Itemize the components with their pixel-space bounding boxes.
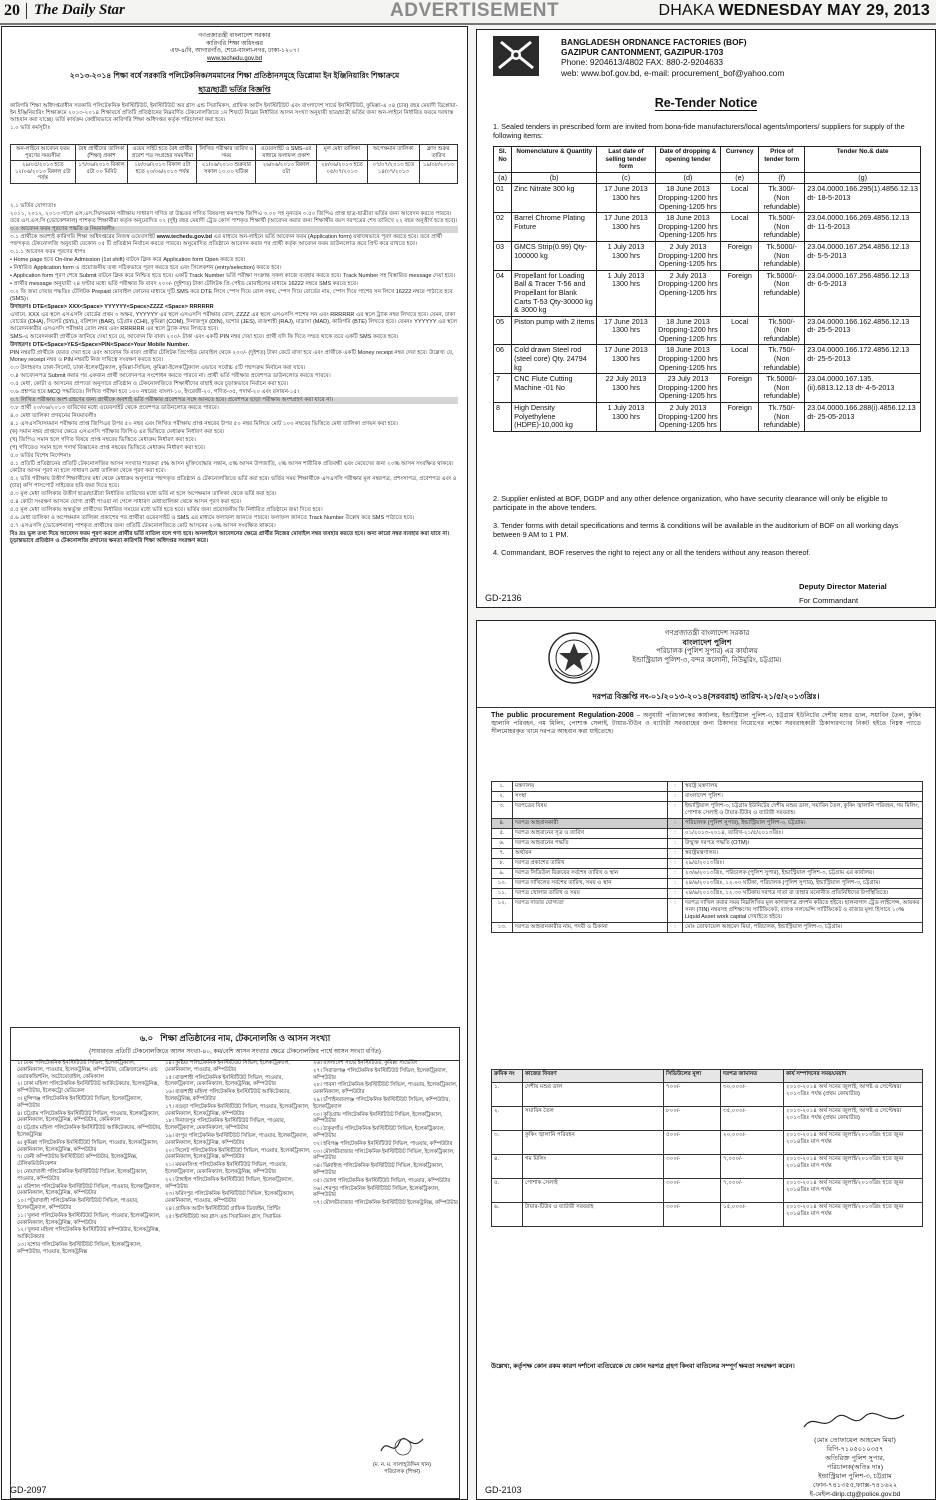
cell-num: ১১. (492, 889, 513, 899)
bof-web[interactable]: web: www.bof.gov.bd, e-mail: procurement_bof@yahoo.com (561, 67, 785, 78)
cell-drop: 2 July 2013 Dropping-1200 hrs Opening-1205 hrs (655, 403, 720, 432)
cell-price: ৩০০/- (664, 1203, 721, 1227)
institute-list-subtitle: (সাধারণত প্রতিটি টেকনোলজিতে আসন সংখ্যা-৪০, কম/বেশি আসন সংখ্যার ক্ষেত্রে টেকনোলজির পার্শ্বে আসন সংখ্যা বর্ণিত) (11, 1046, 459, 1061)
cell-item: High Density Polyethylene (HDPE)-10,000 kg (512, 403, 597, 432)
cell-price: Tk.5000/- (Non refundable) (759, 374, 805, 403)
cell-sl: 8 (494, 403, 512, 432)
table-row (494, 316, 921, 345)
table-row (494, 241, 921, 270)
intro-text: কারিগরি শিক্ষা অধিদপ্তরাধীন সরকারি পলিটেকনিক ইনস্টিটিউট, ইনস্টিটিউট অব গ্লাস এন্ড সিরামিকস, গ্রাফিক আর্টস ইনস্টিটিউট এবং বাংলাদেশ সার্ভে ইনস্টিটিউট, কুমিল্লা-এ ০৪ (চার) বছর মেয়াদী ডিপ্লোমা-ইন ইঞ্জিনিয়ারিং শিক্ষাক্রমে ২০১৩-২০১৪ শিক্ষাবর্ষে প্রতিটি প্রতিষ্ঠানের নিম্নবর্ণিত টেকনোলজিতে ১ম শিফটে নিম্নের নির্ধারিত আসন সংখ্যা অনুযায়ী ছাত্র/ছাত্রী ভর্তির জন্য অন-লাইনে নির্ধারিত ফরমে দরখাস্ত আহবান করা যাচ্ছে। ভর্তি কার্যক্রম কেন্দ্রীয়ভাবে কারিগরি শিক্ষা অধিদপ্তর কর্তৃক পরিচালনা করা হবে। ১.০ ভর্তি কর্মসূচীঃ (10, 103, 458, 131)
cell-key: অর্থায়ন (513, 849, 668, 859)
cell-price: ৮০০/- (664, 1107, 721, 1131)
table-row (492, 1131, 923, 1155)
cell-tender: 23.04.0000.167.254.4856.12.13 dt- 5-5-2013 (805, 241, 921, 270)
cell-key: দরপত্র খোলার তারিখ ও সময় (513, 889, 668, 899)
cell-currency: Local (721, 345, 759, 374)
headline-block (2, 71, 467, 97)
table-row (492, 1155, 923, 1179)
masthead: The Daily Star (34, 2, 125, 18)
admission-notice-ad (1, 26, 468, 1500)
cell-security: ৩০,০০০/- (721, 1083, 784, 1107)
police-signatory (785, 1411, 925, 1499)
cell-value: ২৪/৬/২০১৩খ্রিঃ, ১২.০০ ঘটিকা, পরিচালক (পুলিশ সুপার), ইন্ডাস্ট্রিয়াল পুলিশ-৩, চট্টগ্রাম। (683, 879, 923, 889)
cell-work: পোশাক সেলাই (523, 1179, 664, 1203)
cell-period: ২০১৩-২০১৪ অর্থ সনের জুলাই/২০১৩খ্রিঃ হতে জুন/২০১৪খ্রিঃ মাস পর্যন্ত (784, 1155, 923, 1179)
cell-value: ২৯/৫/২০১৩খ্রিঃ। (683, 859, 923, 869)
header-line: গণপ্রজাতন্ত্রী বাংলাদেশ সরকার (664, 630, 750, 637)
col-header: কার্য সম্পাদনের সময়/মেয়াদ (784, 1070, 923, 1083)
cell-key: দরপত্র আহবানকারী (513, 819, 668, 829)
cell-sell: 22 July 2013 1300 hrs (597, 374, 656, 403)
bof-signatory-for: For Commandant (799, 596, 859, 605)
signatory-line: (মোঃ তোফায়েল আহমেদ মিয়া) (814, 1437, 896, 1444)
cell-tender: 23.04.0000.167.256.4856.12.13 dt- 6-5-2013 (805, 270, 921, 316)
police-emblem-icon (547, 631, 601, 685)
cell-period: ২০১৩-২০১৪ অর্থ সনের জুলাই, আগষ্ট ও সেপ্টেম্বর/২০১৩খ্রিঃ পর্যন্ত (প্রথম কোয়ার্টার) (784, 1083, 923, 1107)
cell-num: ৮. (492, 859, 513, 869)
cell-work: সয়াবিন তৈল (523, 1107, 664, 1131)
cell-sl: 02 (494, 213, 512, 242)
table-row: ৩. দরপত্রের বিষয় : ইন্ডাস্ট্রিয়াল পুলিশ-৩, চট্টগ্রাম ইউনিটের দেশীয় মশুর ডাল, সয়াবিন তৈল, কুকিং জ্বালানি পরিবহন, গম মিলিং, পোশাক সেলাই ও টায়ার-টিউব ও ব্যাটারী সরবরাহ। (492, 802, 923, 819)
table-row (492, 1203, 923, 1227)
cell-security: ১৫,০০০/- (721, 1203, 784, 1227)
table-row: ৭. অর্থায়ন : স্বরাষ্ট্রমন্ত্রণালয়। (492, 849, 923, 859)
cell-tender: 23.04.0000.166.162.4856.12.13 dt- 25-5-2013 (805, 316, 921, 345)
police-header (607, 629, 807, 665)
cell-num: ২. (492, 1107, 523, 1131)
cell-value: দরপত্র দাখিল করার সময় নিম্নলিখিত মূল কাগজপত্র প্রদর্শন করিতে হইবে। হালনাগাদ ট্রেড লাইসেন্স, আয়কর সনদ (TIN) নম্বরসহ প্রশিক্ষণের সার্টিফিকেট, ব্যাংক সলভেন্সি সার্টিফিকেট ও বাজার মূল্য হিসাবে ১০% Liquid Asset work capital দেখাইতে হইবে। (683, 899, 923, 923)
signatory-line: বিপি-৭১০৫০১০৩৫৭ (826, 1446, 884, 1453)
cell-key: দরপত্র আহবানের সূত্র ও তারিখ (513, 829, 668, 839)
gd-number: GD-2097 (10, 1485, 47, 1495)
cell-key: দরপত্র দাখিলের সর্বশেষ তারিখ, সময় ও স্থান (513, 879, 668, 889)
cell-key: দরপত্র প্রকাশের তারিখ (513, 859, 668, 869)
page-number: 20 (4, 2, 20, 19)
cell-tender: 23.04.0000.167.135.(ii).6813.12.13 dt- 4-5-2013 (805, 374, 921, 403)
table-row: ১০. দরপত্র দাখিলের সর্বশেষ তারিখ, সময় ও স্থান : ২৪/৬/২০১৩খ্রিঃ, ১২.০০ ঘটিকা, পরিচালক (পুলিশ সুপার), ইন্ডাস্ট্রিয়াল পুলিশ-৩, চট্টগ্রাম। (492, 879, 923, 889)
cell-key: দরপত্র দাতার যোগ্যতা (513, 899, 668, 923)
table-row: ১১. দরপত্র খোলার তারিখ ও সময় : ২৪/৬/২০১৩খ্রিঃ, ১২.৩০ ঘটিকায় দরপত্র দাতা বা তাহার মনোনীত প্রতিনিধিদের উপস্থিতিতে। (492, 889, 923, 899)
header-line: কারিগরি শিক্ষা অধিদপ্তর (206, 40, 263, 47)
col-letter: (b) (512, 172, 597, 184)
bof-org-block (561, 37, 784, 78)
col-header: Price of tender form (759, 147, 805, 173)
subheadline: ছাত্র/ছাত্রী ভর্তির বিজ্ঞপ্তি (198, 85, 271, 94)
cell-price: ৫০০/- (664, 1131, 721, 1155)
cell-item: GMCS Strip(0.99) Qty- 100000 kg (512, 241, 597, 270)
dateline (658, 2, 930, 20)
table-row (494, 184, 921, 213)
cell-security: ৭,০০০/- (721, 1155, 784, 1179)
header-line: ইন্ডাস্ট্রিয়াল পুলিশ-৩, বন্দর কলোনী, নিউমুরিং, চট্টগ্রাম। (632, 657, 782, 664)
cell-drop: 18 June 2013 Dropping-1200 hrs Opening-1205 hrs (655, 316, 720, 345)
cell-num: ১৩. (492, 923, 513, 933)
cell-sl: 03 (494, 241, 512, 270)
col-header: সিডিউলের মূল্য (664, 1070, 721, 1083)
cell-tender: 23.04.0000.166.172.4856.12.13 dt- 25-5-2013 (805, 345, 921, 374)
cell-work: দেশীয় মশুর ডাল (523, 1083, 664, 1107)
cell-value: বাংলাদেশ পুলিশ। (683, 792, 923, 802)
table-row: ১. মন্ত্রণালয় : স্বরাষ্ট্র মন্ত্রণালয় (492, 782, 923, 792)
col-letter: (f) (759, 172, 805, 184)
cell-price: Tk.500/- (Non refundable) (759, 316, 805, 345)
bof-note: 2. Supplier enlisted at BOF, DGDP and any other defence organization, who have security clearance will only be eligible to participate in the above tenders. (493, 494, 888, 513)
institute-list-heading: শিক্ষা প্রতিষ্ঠানের নাম, টেকনোলজি ও আসন সংখ্যা (160, 1033, 331, 1043)
table-header-row (494, 147, 921, 173)
header-line: এফ-৪/বি, আগারগাঁও, শেরে-বাংলা-নগর, ঢাকা-১২০৭। (170, 48, 299, 55)
col-header: Last date of selling tender form (597, 147, 656, 173)
bof-org-address: GAZIPUR CANTONMENT, GAZIPUR-1703 (561, 47, 724, 58)
table-row: ৬. দরপত্র আহবানের পদ্ধতি : উন্মুক্ত দরপত্র পদ্ধতি (OTM)। (492, 839, 923, 849)
cell-item: Zinc Nitrate 300 kg (512, 184, 597, 213)
bof-contact: Phone: 9204613/4802 FAX: 880-2-9204633 (561, 57, 724, 68)
cell-num: ৫. (492, 829, 513, 839)
cell-drop: 2 July 2013 Dropping-1200 hrs Opening-1205 hrs (655, 241, 720, 270)
bof-intro: 1. Sealed tenders in prescribed form are invited from bona-fide manufacturers/local agents/importers/ suppliers for supply of the following items: (493, 122, 905, 140)
cell-sell: 17 June 2013 1300 hrs (597, 184, 656, 213)
header-divider (26, 3, 27, 19)
bof-retender-ad (476, 29, 936, 608)
col-header: Tender No.& date (805, 147, 921, 173)
institute-column: ২৬। বাংলাদেশ সার্ভে ইনস্টিটিউট, কুমিল্লা সার্ভেয়িং ২৭। সিরাজগঞ্জ পলিটেকনিক ইনস্টিটিউট সিভিল, ইলেকট্রিক্যাল, কম্পিউটার ২৮। পাবনা পলিটেকনিক ইনস্টিটিউট সিভিল, পাওয়ার, ইলেকট্রিক্যাল, মেকানিক্যাল, কম্পিউটার ২৯। চাঁপাইনবাবগঞ্জ পলিটেকনিক ইনস্টিটিউট সিভিল, কম্পিউটার, ইলেকট্রিক্যাল ৩০। কুড়িগ্রাম পলিটেকনিক ইনস্টিটিউট সিভিল, ইলেকট্রিক্যাল, কম্পিউটার ৩১। ঠাকুরগাঁও পলিটেকনিক ইনস্টিটিউট সিভিল, ইলেকট্রিক্যাল, কম্পিউটার ৩২। হবিগঞ্জ পলিটেকনিক ইনস্টিটিউট সিভিল, পাওয়ার, কম্পিউটার ৩৩। মৌলভীবাজার পলিটেকনিক ইনস্টিটিউট সিভিল, ইলেকট্রিক্যাল, কম্পিউটার ৩৪। ঝিনাইদহ পলিটেকনিক ইনস্টিটিউট সিভিল, ইলেকট্রিক্যাল, কম্পিউটার ৩৫। ভোলা পলিটেকনিক ইনস্টিটিউট সিভিল, পাওয়ার, কম্পিউটার ৩৬। শেরপুর পলিটেকনিক ইনস্টিটিউট সিভিল, ইলেকট্রিক্যাল, কম্পিউটার ৩৭। মৌলভীবাজার পলিটেকনিক ইনস্টিটিউট ইলেকট্রনিক্স, কম্পিউটার (313, 1060, 458, 1207)
cell-value: উন্মুক্ত দরপত্র পদ্ধতি (OTM)। (683, 839, 923, 849)
signatory-line: পরিচালক(অতিঃ দাঃ) (826, 1464, 884, 1471)
cell-item: Barrel Chrome Plating Fixture (512, 213, 597, 242)
signatory-line: অতিরিক্ত পুলিশ সুপার, (825, 1455, 885, 1462)
sms-format-1: উদাহরণঃ DTE<Space> XXX<Space> YYYYYY<Space>ZZZZ <Space> RRRRRR (10, 304, 214, 310)
cell-price: Tk.500/- (Non refundable) (759, 213, 805, 242)
institute-column: ১৪। কুষ্টিয়া পলিটেকনিক ইনস্টিটিউট সিভিল, ইলেকট্রিক্যাল, মেকানিক্যাল, পাওয়ার, কম্পিউটার ১৫। রাজশাহী পলিটেকনিক ইনস্টিটিউট সিভিল, পাওয়ার, ইলেকট্রিক্যাল, মেকানিক্যাল, ইলেকট্রনিক্স, কম্পিউটার ১৬। রাজশাহী মহিলা পলিটেকনিক ইনস্টিটিউট আর্কিটেকচার, ইলেকট্রনিক্স, কম্পিউটার ১৭। বগুড়া পলিটেকনিক ইনস্টিটিউট সিভিল, পাওয়ার, ইলেকট্রিক্যাল, মেকানিক্যাল, ইলেকট্রনিক্স, কম্পিউটার ১৮। দিনাজপুর পলিটেকনিক ইনস্টিটিউট সিভিল, পাওয়ার, ইলেকট্রিক্যাল, মেকানিক্যাল, কম্পিউটার ১৯। রংপুর পলিটেকনিক ইনস্টিটিউট সিভিল, পাওয়ার, ইলেকট্রিক্যাল, মেকানিক্যাল, ইলেকট্রনিক্স, কম্পিউটার ২০। সিলেট পলিটেকনিক ইনস্টিটিউট সিভিল, পাওয়ার, ইলেকট্রিক্যাল, মেকানিক্যাল, ইলেকট্রনিক্স, কম্পিউটার ২১। ময়মনসিংহ পলিটেকনিক ইনস্টিটিউট সিভিল, পাওয়ার, ইলেকট্রিক্যাল, মেকানিক্যাল, ইলেকট্রনিক্স, কম্পিউটার ২২। টাঙ্গাইল পলিটেকনিক ইনস্টিটিউট সিভিল, ইলেকট্রিক্যাল, কম্পিউটার ২৩। ফরিদপুর পলিটেকনিক ইনস্টিটিউট সিভিল, ইলেকট্রিক্যাল, মেকানিক্যাল, পাওয়ার, কম্পিউটার ২৪। গ্রাফিক আর্টস ইনস্টিটিউট গ্রাফিক ডিজাইন, প্রিন্টিং ২৫। ইনস্টিটিউট অব গ্লাস এন্ড সিরামিকস গ্লাস, সিরামিক (165, 1060, 311, 1220)
cell-drop: 2 July 2013 Dropping-1200 hrs Opening-1205 hrs (655, 270, 720, 316)
cell-period: ২০১৩-২০১৪ অর্থ সনের জুলাই, আগষ্ট ও সেপ্টেম্বর/২০১৩খ্রিঃ পর্যন্ত (প্রথম কোয়ার্টার) (784, 1107, 923, 1131)
cell-sl: 04 (494, 270, 512, 316)
bof-note: 4. Commandant, BOF reserves the right to reject any or all the tenders without any reason thereof. (493, 547, 811, 557)
cell-sell: 1 July 2013 1300 hrs (597, 270, 656, 316)
bof-title-text: Re-Tender Notice (654, 96, 758, 110)
cell-sl: 06 (494, 345, 512, 374)
cell-currency: Foreign (721, 270, 759, 316)
cell-num: ১০. (492, 879, 513, 889)
cell-value: ০১/২০১৩-২০১৪, তারিখ-২১/৫/২০১৩খ্রিঃ। (683, 829, 923, 839)
table-row (492, 1179, 923, 1203)
header-rule (0, 23, 936, 25)
bof-crossed-guns-logo-icon (493, 36, 539, 76)
cell-drop: 23 July 2013 Dropping-1200 hrs Opening-1205 hrs (655, 374, 720, 403)
cell-num: ৪. (492, 819, 513, 829)
page-header (0, 0, 936, 24)
signature-icon (800, 1411, 910, 1433)
col-header: Nomenclature & Quantity (512, 147, 597, 173)
ad-header (2, 33, 467, 63)
cell-value: ইন্ডাস্ট্রিয়াল পুলিশ-৩, চট্টগ্রাম ইউনিটের দেশীয় মশুর ডাল, সয়াবিন তৈল, কুকিং জ্বালানি পরিবহন, গম মিলিং, পোশাক সেলাই ও টায়ার-টিউব ও ব্যাটারী সরবরাহ। (683, 802, 923, 819)
cell-price: Tk.5000/- (Non refundable) (759, 270, 805, 316)
police-work-table (491, 1069, 923, 1227)
col-header: দরপত্র জামানত (721, 1070, 784, 1083)
cell-currency: Foreign (721, 241, 759, 270)
cell-item: Cold drawn Steel rod (steel core) Qty. 24794 kg (512, 345, 597, 374)
bof-signatory (799, 580, 887, 608)
cell-sell: 17 June 2013 1300 hrs (597, 316, 656, 345)
cell-key: দরপত্র সিডিউল বিক্রয়ের সর্বশেষ তারিখ ও স্থান (513, 869, 668, 879)
table-row (494, 403, 921, 432)
cell-price: Tk.750/- (Non refundable) (759, 403, 805, 432)
header-line: বাংলাদেশ পুলিশ (682, 638, 732, 647)
dateline-city: DHAKA (658, 2, 714, 19)
cell-num: ৫. (492, 1179, 523, 1203)
cell-sell: 1 July 2013 1300 hrs (597, 403, 656, 432)
cell-currency: Local (721, 316, 759, 345)
sms-format-2: উদাহরণঃ DTE<Space>YES<Space>PIN<Space>Your Mobile Number. (10, 342, 190, 348)
cell-drop: 18 June 2013 Dropping-1200 hrs Opening-1205 hrs (655, 184, 720, 213)
cell-work: টায়ার-টিউব ও ব্যাটারী সরবরাহ (523, 1203, 664, 1227)
table-row: ২. সংস্থা : বাংলাদেশ পুলিশ। (492, 792, 923, 802)
cell-value: ২৩/৬/২০১৩খ্রিঃ, পরিচালক (পুলিশ সুপার), ইন্ডাস্ট্রিয়াল পুলিশ-৩, চট্টগ্রাম এর কার্যালয়। (683, 869, 923, 879)
col-header: ক্রমিক নং (492, 1070, 523, 1083)
cell-sl: 7 (494, 374, 512, 403)
police-body (491, 711, 921, 736)
col-letter: (g) (805, 172, 921, 184)
cell-tender: 23.04.0000.166.269.4856.12.13 dt- 11-5-2013 (805, 213, 921, 242)
regulation-text: The public procurement Regulation-2008 (491, 710, 634, 719)
bof-signatory-title: Deputy Director Material (799, 582, 887, 591)
col-header: Date of dropping & opening tender (655, 147, 720, 173)
cell-period: ২০১৩-২০১৪ অর্থ সনের জুলাই/২০১৩খ্রিঃ হতে জুন/২০১৪খ্রিঃ মাস পর্যন্ত (784, 1179, 923, 1203)
police-footer-note: উল্লেখ্য, কর্তৃপক্ষ কোন রকম কারণ দর্শানো ব্যতিরেকে যে কোন দরপত্র গ্রহণ কিংবা বাতিলের সম্পূর্ণ ক্ষমতা সংরক্ষণ করেন। (491, 1363, 795, 1370)
cell-period: ২০১৩-২০১৪ অর্থ সনের জুলাই/২০১৩খ্রিঃ হতে জুন/২০১৪খ্রিঃ মাস পর্যন্ত (784, 1203, 923, 1227)
col-letter: (d) (655, 172, 720, 184)
rules-text: ২.১ ভর্তির যোগ্যতাঃ ২০১১, ২০১২, ২০১৩ সালে এস.এস.সি/সমমান পরীক্ষায় সাধারণ গণিত বা উচ্চতর গণিত বিষয়সহ কমপক্ষে জিপিএ ৩.০০ সহ নূন্যতম ৩.৫০ জিপিএ প্রাপ্ত ছাত্র-ছাত্রীরা ভর্তির জন্য আবেদন করতে পারবে। তবে এস.এস.সি (ভোকেশনাল) পাশকৃত শিক্ষার্থীরা কর্তৃক অনুমোদিত ০২ (দুই) বছর মেয়াদী ট্রেড কোর্স পাশকৃত শিক্ষার্থী (আবেদন করার জন্য শিক্ষার্থীর বয়স দরপত্রের শেষ তারিখে ২২ বছর অনুত্তীর্ণ হতে হবে)। ৩.০ আবেদন ফরম পূরণের পদ্ধতি ও নিয়মাবলীঃ ৩.১ প্রার্থীকে অবশ্যই কারিগরি শিক্ষা অধিদপ্তরের নিজস্ব ওয়েবসাইট www.techedu.gov.bd এর মাধ্যমে অন-লাইনে ভর্তি আবেদন ফরম (Application form) যথাযথভাবে পূরণ করতে হবে। তবে প্রার্থী পছন্দকৃত টেকনোলজি অনুযায়ী যেকোন ০৫ টি প্রতিষ্ঠান নির্বাচন করতে পারবে। অনুমোদিত প্রতিষ্ঠানে আবেদন করার পর প্রার্থী কর্তৃক আবেদন ফরম ডাউনলোড করে প্রিন্ট করে রাখতে হবে। ৩.১.১ আবেদন ফরম পূরণের ধাপঃ • Home page হতে On-line Admission (1st shift) বাটনে ক্লিক করে Application form Open করতে হবে। • নির্ধারিত Application form এ প্রয়োজনীয় তথ্য সঠিকভাবে পূরণ করতে হবে এবং সিলেকশন (entry/selection) করতে হবে। • Application form পূরণ শেষে Submit বাটনে ক্লিক করে নিশ্চিত হতে হবে। একটি Track Number ভর্তি পরীক্ষা সংক্রান্ত সকল কাজে ব্যবহার করতে হবে। Track Number সহ বিস্তারিত message দেয়া হবে। • প্রার্থীর message অনুযায়ী ২৪ ঘণ্টার মধ্যে ভর্তি পরীক্ষার ফি বাবদ ২০০/- (দুইশত) টাকা টেলিটক প্রি-পেইড মোবাইলের মাধ্যমে 16222 নম্বরে SMS করতে হবে। ৩.২ ফি জমা দেয়ার পদ্ধতিঃ টেলিটক Prepaid মোবাইল ফোনের মাধ্যমে দুটি SMS করে DTE লিখে স্পেস দিয়ে রোল নম্বর, স্পেস দিয়ে বোর্ডের নাম, স্পেস দিয়ে পাশের সন লিখে 16222 নম্বরে পাঠাতে হবে (SMS)। উদাহরণঃ DTE<Space> XXX<Space> YYYYYY<Space>ZZZZ <Space> RRRRRR এখানে, XXX এর স্থলে এসএসসি বোর্ডের প্রথম ৩ অক্ষর, YYYYYY এর স্থলে এসএসসি পরীক্ষার রোল, ZZZZ এর স্থলে এসএসসি পাশের সন এবং RRRRRR এর স্থলে ট্র্যাক নম্বর লিখতে হবে। যেমন, ঢাকা বোর্ডের (DHA), সিলেট (SYL), বরিশাল (BAR), চট্টগ্রাম (CHI), কুমিল্লা (COM), দিনাজপুর (DIN), যশোর (JES), রাজশাহী (RAJ), মাদ্রাসা (MAD), কারিগরি (BTE) লিখতে হবে। যেমনঃ YYYYYY এর স্থলে আবেদনকারীর এসএসসি পরীক্ষার রোল নম্বর এবং RRRRRR এর স্থলে ট্র্যাক নম্বর লিখতে হবে। SMS-এ আবেদনকারী প্রার্থীকে জানিয়ে দেয়া হবে যে, আবেদন ফি বাবদ ২০০/- টাকা এবং একটি PIN নম্বর দেয়া হবে। প্রার্থী যদি ফি দিতে সম্মত থাকে তবে একটি SMS করতে হবে। উদাহরণঃ DTE<Space>YES<Space>PIN<Space>Your Mobile Number. PIN নম্বরটি প্রার্থীকে ফেরত দেয়া হবে এবং আবেদন ফি বাবদ প্রার্থীর টেলিটক প্রিপেইড মোবাইল থেকে ২০০/- (দুইশত) টাকা কেটে রাখা হবে এবং প্রার্থীকে একটি Money receipt নম্বর দেয়া হবে। উল্লেখ্য যে, Money receipt নম্বর ও PIN নম্বরটি নিজ দায়িত্বে সংরক্ষণ করতে হবে। ৩.৩ উদাহরণঃ ঢাকা-সিলেট, ঢাকা-ইলেকট্রিক্যাল, কুমিল্লা-সিভিল, কুমিল্লা-ইলেকট্রিক্যাল এভাবে সর্বোচ্চ ৫টি পছন্দক্রম নির্বাচন করা যাবে। ৩.৪ আবেদনপত্র Submit করার পর একজন প্রার্থী আবেদনপত্র সংশোধন করতে পারবে না। প্রার্থী ভর্তি পরীক্ষার প্রবেশপত্র ডাউনলোড করতে পারবে। ৩.৫ মেধা, কোটা ও আসনের প্রাপ্যতা অনুসারে প্রতিষ্ঠান ও টেকনোলজিতে শিক্ষার্থীদের বাছাই করে চূড়ান্তভাবে নির্বাচন করা হবে। ৩.৬ প্রশ্নপত্র হবে MCQ পদ্ধতিতে। লিখিত পরীক্ষা হবে ১০০ নম্বরের: বাংলা-১০, ইংরেজী-২০, গণিত-৩৫, পদার্থ-২০ এবং রসায়ন-১৫। ৩.৭ লিখিত পরীক্ষায় অংশ গ্রহণের জন্য প্রার্থীকে অবশ্যই ভর্তি পরীক্ষার প্রবেশপত্র সঙ্গে আনতে হবে। প্রবেশপত্র ছাড়া পরীক্ষায় অংশগ্রহণ করা যাবে না। ৩.৮ প্রার্থী ২০/০৬/২০১৩ তারিখের মধ্যে ওয়েবসাইট থেকে প্রবেশপত্র ডাউনলোড করতে পারবে। ৪.০ মেধা তালিকা প্রণয়নের নিয়মাবলীঃ ৪.১ এসএসসি/সমমান পরীক্ষায় প্রাপ্ত জিপিএর উপর ৫০ নম্বর এবং লিখিত পরীক্ষায় প্রাপ্ত নম্বরের উপর ৫০ নম্বর মিলিয়ে মোট ১০০ নম্বরের ভিত্তিতে মেধা তালিকা প্রণয়ন করা হবে। (ক) সমান নম্বর প্রাপ্তদের ক্ষেত্রে এসএসসি পরীক্ষার জিপিএ এর ভিত্তিতে মেধাক্রম নির্ধারণ করা হবে। (খ) জিপিএ সমান হলে গণিত বিষয়ে প্রাপ্ত নম্বরের ভিত্তিতে মেধাক্রম নির্ধারণ করা হবে। (গ) গণিতেও সমান হলে পদার্থ বিজ্ঞানের প্রাপ্ত নম্বরের ভিত্তিতে মেধাক্রম নির্ধারণ করা হবে। ৫.০ ভর্তির বিশেষ নির্দেশনাঃ ৫.১ প্রতিটি প্রতিষ্ঠানের প্রতিটি টেকনোলজির আসন সংখ্যার শতকরা ৫% আসন মুক্তিযোদ্ধার সন্তান, ৫% আসন উপজাতি, ২% আসন শারীরিক প্রতিবন্ধী এবং মেয়েদের জন্য ২০% আসন সংরক্ষিত থাকবে। কোটার আসন পূরণ না হলে সাধারণ মেধা তালিকা থেকে পূরণ করা হবে। ৫.২ ভর্তি পরীক্ষায় উত্তীর্ণ শিক্ষার্থীদের মধ্য থেকে মেধাক্রম অনুসারে পছন্দকৃত প্রতিষ্ঠান ও টেকনোলজিতে ভর্তি করা হবে। ভর্তির সময় শিক্ষার্থীকে এসএসসি পরীক্ষার মূল নম্বরপত্র, প্রশংসাপত্র, প্রবেশপত্র এবং ৪ (চার) কপি পাসপোর্ট সাইজের ছবি জমা দিতে হবে। ৫.৩ মূল মেধা তালিকায় উত্তীর্ণ ছাত্র/ছাত্রীরা নির্ধারিত তারিখের মধ্যে ভর্তি না হলে অপেক্ষমান তালিকা থেকে ভর্তি করা হবে। ৫.৪ কোটা সংরক্ষণ আসনে যোগ্য প্রার্থী পাওয়া না গেলে সাধারণ মেধাতালিকা থেকে আসন পূরণ করা হবে। ৫.৫ মূল মেধা তালিকায় অন্তর্ভুক্ত প্রার্থীদের নির্ধারিত সময়ের মধ্যে ভর্তি হতে হবে। ভর্তির জন্য প্রয়োজনীয় ফি নির্ধারিত প্রতিষ্ঠানে জমা দিতে হবে। ৫.৬ মেধা তালিকা ও অপেক্ষমান তালিকা প্রকাশের পর প্রার্থীরা ওয়েবসাইট ও SMS এর মাধ্যমে ফলাফল জানতে পারবে। ফলাফল জানতে Track Number উল্লেখ করে SMS পাঠাতে হবে। ৫.৭ এসএসসি (ভোকেশনাল) পাশকৃত প্রার্থীদের জন্য প্রতিটি টেকনোলজিতে মোট আসনের ২০% আসন সংরক্ষিত থাকবে। বিঃ দ্রঃ ভুল তথ্য দিয়ে আবেদন ফরম পূরণ করলে প্রার্থীর ভর্তি বাতিল বলে গণ্য হবে। অনলাইনে আবেদনের ক্ষেত্রে প্রার্থীর নিজের মোবাইল নম্বর ব্যবহার করতে হবে। অন্য কারো নম্বর ব্যবহার করা যাবে না। চূড়ান্তভাবে প্রতিষ্ঠান ও টেকনোলজি প্রদানের ক্ষমতা কারিগরি শিক্ষা অধিদপ্তর সংরক্ষণ করে। (10, 203, 458, 544)
cell-num: ১. (492, 1083, 523, 1107)
col-header: Sl. No (494, 147, 512, 173)
signature-icon (377, 1433, 427, 1459)
schedule-table: অন-লাইনে আবেদন ফরম পূরণের সময়সীমা বৈধ প্রার্থীদের তালিকা (শিক্ষা) প্রকাশ ওয়েব সাইট হতে বৈধ প্রার্থীর প্রবেশ পত্র সংগ্রহের সময়সীমা লিখিত পরীক্ষার তারিখ ও সময় ওয়েবসাইট ও SMS-এর মাধ্যমে ফলাফল প্রকাশ মূল মেধা তালিকা অপেক্ষমান তালিকা ক্লাস শুরুর তারিখ ২৯/০৫/২০১৩ হতে ১২/০৬/২০১৩ বিকাল ৫টা পর্যন্ত ১৭/০৬/২০১৩ বিকাল ৫টা ০০ মিনিট ১৮/০৬/২০১৩ বিকাল ৫টা হতে ২০/০৬/২০১৩ পর্যন্ত ২১/০৬/২০১৩ শুক্রবার সকাল ১০.০০ ঘটিকা ২৬/০৬/২০১৩ বিকাল ৫টা ২৮/০৬/২০১৩ হতে ০৫/০৭/২০১৩ ০৭/০৭/২০১৩ হতে ১৪/০৭/২০১৩ ১৯/০৮/২০১৩ (10, 144, 458, 184)
cell-value: মোঃ তোফায়েল আহমেদ মিয়া, পরিচালক, ইন্ডাস্ট্রিয়াল পুলিশ-৩, চট্টগ্রাম। (683, 923, 923, 933)
cell-price: Tk.300/- (Non refundable) (759, 184, 805, 213)
table-row (494, 270, 921, 316)
cell-currency: Local (721, 213, 759, 242)
col-letter: (e) (721, 172, 759, 184)
cell-currency: Local (721, 184, 759, 213)
cell-price: ৭০০/- (664, 1083, 721, 1107)
col-header: Currency (721, 147, 759, 173)
cell-item: Propellant for Loading Ball & Tracer T-56 and Propellant for Blank Carts T-53 Qty-30000 kg & 3000 kg (512, 270, 597, 316)
cell-tender: 23.04.0000.166.288(i).4856.12.13 dt- 25-05-2013 (805, 403, 921, 432)
table-row (494, 374, 921, 403)
bof-org-name: BANGLADESH ORDNANCE FACTORIES (BOF) (561, 37, 747, 47)
header-line: গণপ্রজাতন্ত্রী বাংলাদেশ সরকার (198, 33, 271, 39)
bof-title (477, 96, 935, 110)
cell-sell: 17 June 2013 1300 hrs (597, 213, 656, 242)
cell-drop: 18 June 2013 Dropping-1200 hrs Opening-1205 hrs (655, 345, 720, 374)
table-header-row (492, 1070, 923, 1083)
table-letter-row (494, 172, 921, 184)
table-row (494, 213, 921, 242)
cell-item: Piston pump with 2 items (512, 316, 597, 345)
cell-work: কুকিং জ্বালানি পরিবহন (523, 1131, 664, 1155)
cell-sl: 01 (494, 184, 512, 213)
table-row: ৫. দরপত্র আহবানের সূত্র ও তারিখ : ০১/২০১৩-২০১৪, তারিখ-২১/৫/২০১৩খ্রিঃ। (492, 829, 923, 839)
col-header: কাজের বিবরণ (523, 1070, 664, 1083)
cell-value: ২৪/৬/২০১৩খ্রিঃ, ১২.৩০ ঘটিকায় দরপত্র দাতা বা তাহার মনোনীত প্রতিনিধিদের উপস্থিতিতে। (683, 889, 923, 899)
cell-key: দরপত্রের বিষয় (513, 802, 668, 819)
cell-security: ৭,০০০/- (721, 1179, 784, 1203)
institute-list-title: ৬.০ শিক্ষা প্রতিষ্ঠানের নাম, টেকনোলজি ও আসন সংখ্যা (139, 1033, 331, 1043)
cell-num: ৯. (492, 869, 513, 879)
cell-key: দরপত্র আহবানের পদ্ধতি (513, 839, 668, 849)
headline: ২০১৩-২০১৪ শিক্ষা বর্ষে সরকারি পলিটেকনিক/সমমানের শিক্ষা প্রতিষ্ঠানসমূহে ডিপ্লোমা ইন ইঞ্জিনিয়ারিং শিক্ষাক্রমে (69, 71, 400, 80)
table-row: ৪. দরপত্র আহবানকারী : পরিচালক (পুলিশ সুপার), ইন্ডাস্ট্রিয়াল পুলিশ-৩, চট্টগ্রাম। (492, 819, 923, 829)
cell-num: ৬. (492, 1203, 523, 1227)
signatory-email[interactable]: ই-মেইল-dirip.ctg@police.gov.bd (809, 1491, 901, 1498)
table-row (494, 345, 921, 374)
cell-key: মন্ত্রণালয় (513, 782, 668, 792)
website-link[interactable]: www.techedu.gov.bd (207, 55, 262, 62)
cell-period: ২০১৩-২০১৪ অর্থ সনের জুলাই/২০১৩খ্রিঃ হতে জুন/২০১৪খ্রিঃ মাস পর্যন্ত (784, 1131, 923, 1155)
cell-key: সংস্থা (513, 792, 668, 802)
table-row (492, 1107, 923, 1131)
left-signature: (ম. ন. ম. সালাহ্‌উদ্দিন খান) পরিচালক (শিক্ষা) (357, 1433, 447, 1476)
cell-value: স্বরাষ্ট্রমন্ত্রণালয়। (683, 849, 923, 859)
police-body-text: – অনুযায়ী পরিচালকের কার্যালয়, ইন্ডাস্ট্রিয়াল পুলিশ-৩, চট্টগ্রাম ইউনিটের দেশীয় মশুর ডাল, সয়াবিন তৈল, কুকিং জ্বালানি পরিবহন, গম মিলিং, পোশাক সেলাই, টায়ার-টিউব ও ব্যাটারী সরবরাহের জন্য ঠিকাদার নিয়োগের লক্ষ্যে সরবরাহকারী ঠিকাদারগণের নিকট হইতে নিম্নস্ব প্যাডে সীলমোহরকৃত খামে দরপত্র আহবান করা যাইতেছে। (491, 712, 921, 735)
bof-notes (493, 494, 921, 565)
police-title: দরপত্র বিজ্ঞপ্তি নং-০১/২০১৩-২০১৪(সরবরাহ) তারিখ-২১/৫/২০১৩খ্রিঃ। (477, 691, 935, 708)
bof-tender-table (493, 146, 921, 432)
bof-note: 3. Tender forms with detail specifications and terms & conditions will be available in the auditorium of BOF on all working days between 9 AM to 1 PM. (493, 520, 899, 540)
col-letter: (a) (494, 172, 512, 184)
website-inline[interactable]: www.techedu.gov.bd (156, 234, 213, 240)
institute-list (10, 1027, 460, 1499)
cell-currency: Foreign (721, 403, 759, 432)
cell-item: CNC Flute Cutting Machine -01 No (512, 374, 597, 403)
cell-price: ৩০০/- (664, 1179, 721, 1203)
cell-price: Tk.750/- (Non refundable) (759, 345, 805, 374)
cell-num: ৪. (492, 1155, 523, 1179)
table-row: ১৩. দরপত্র আহবানকারীর নাম, পদবী ও ঠিকানা : মোঃ তোফায়েল আহমেদ মিয়া, পরিচালক, ইন্ডাস্ট্রিয়াল পুলিশ-৩, চট্টগ্রাম। (492, 923, 923, 933)
institute-column: ১। ঢাকা পলিটেকনিক ইনস্টিটিউট সিভিল, ইলেকট্রিক্যাল, মেকানিক্যাল, পাওয়ার, ইলেকট্রনিক্স, কম্পিউটার, রেফ্রিজারেশন এন্ড এয়ারকন্ডিশনিং, অটোমোবাইল, কেমিক্যাল ২। ঢাকা মহিলা পলিটেকনিক ইনস্টিটিউট আর্কিটেকচার, ইলেকট্রনিক্স, কম্পিউটার, ইলেকট্রো মেডিকেল ৩। মুন্সিগঞ্জ পলিটেকনিক ইনস্টিটিউট সিভিল, ইলেকট্রিক্যাল, কম্পিউটার ৪। চট্টগ্রাম পলিটেকনিক ইনস্টিটিউট সিভিল, পাওয়ার, ইলেকট্রিক্যাল, মেকানিক্যাল, ইলেকট্রনিক্স, কম্পিউটার, কেমিক্যাল ৫। চট্টগ্রাম মহিলা পলিটেকনিক ইনস্টিটিউট আর্কিটেকচার, কম্পিউটার, ইলেকট্রনিক্স ৬। কুমিল্লা পলিটেকনিক ইনস্টিটিউট সিভিল, পাওয়ার, ইলেকট্রিক্যাল, মেকানিক্যাল, ইলেকট্রনিক্স, কম্পিউটার ৭। ফেনী কম্পিউটার ইনস্টিটিউট কম্পিউটার, ইলেকট্রনিক্স, টেলিকমিউনিকেশন ৮। নোয়াখালী পলিটেকনিক ইনস্টিটিউট সিভিল, ইলেকট্রিক্যাল, পাওয়ার, কম্পিউটার ৯। বরিশাল পলিটেকনিক ইনস্টিটিউট সিভিল, পাওয়ার, ইলেকট্রিক্যাল, মেকানিক্যাল, ইলেকট্রনিক্স, কম্পিউটার ১০। পটুয়াখালী পলিটেকনিক ইনস্টিটিউট সিভিল, পাওয়ার, ইলেকট্রিক্যাল, কম্পিউটার ১১। খুলনা পলিটেকনিক ইনস্টিটিউট সিভিল, পাওয়ার, ইলেকট্রিক্যাল, মেকানিক্যাল, ইলেকট্রনিক্স, কম্পিউটার ১২। খুলনা মহিলা পলিটেকনিক ইনস্টিটিউট কম্পিউটার, ইলেকট্রনিক্স, আর্কিটেকচার ১৩। যশোর পলিটেকনিক ইনস্টিটিউট সিভিল, ইলেকট্রিক্যাল, কম্পিউটার, পাওয়ার, ইলেকট্রনিক্স (17, 1060, 162, 1255)
cell-value: স্বরাষ্ট্র মন্ত্রণালয় (683, 782, 923, 792)
header-line: পরিচালক (পুলিশ সুপার) এর কার্যালয় (656, 648, 758, 655)
cell-tender: 23.04.0000.166.295(1).4856.12.13 dt- 18-5-2013 (805, 184, 921, 213)
police-tender-ad (476, 620, 936, 1500)
gd-number: GD-2103 (485, 1485, 522, 1495)
cell-num: ৬. (492, 839, 513, 849)
cell-sell: 1 July 2013 1300 hrs (597, 241, 656, 270)
gd-number: GD-2136 (485, 593, 522, 603)
cell-num: ৩. (492, 1131, 523, 1155)
cell-value: পরিচালক (পুলিশ সুপার), ইন্ডাস্ট্রিয়াল পুলিশ-৩, চট্টগ্রাম। (683, 819, 923, 829)
cell-work: গম মিলিং (523, 1155, 664, 1179)
section-title: ADVERTISEMENT (390, 0, 560, 21)
cell-drop: 18 June 2013 Dropping-1200 hrs Opening-1205 hrs (655, 213, 720, 242)
cell-security: ২০,০০০/- (721, 1131, 784, 1155)
cell-num: ৩. (492, 802, 513, 819)
table-row: ৮. দরপত্র প্রকাশের তারিখ : ২৯/৫/২০১৩খ্রিঃ। (492, 859, 923, 869)
cell-sell: 17 June 2013 1300 hrs (597, 345, 656, 374)
cell-num: ১২. (492, 899, 513, 923)
signatory-line: ইন্ডাস্ট্রিয়াল পুলিশ-৩, চট্টগ্রাম (818, 1473, 892, 1480)
cell-num: ৭. (492, 849, 513, 859)
cell-price: Tk.5000/- (Non refundable) (759, 241, 805, 270)
table-row: ১২. দরপত্র দাতার যোগ্যতা : দরপত্র দাখিল করার সময় নিম্নলিখিত মূল কাগজপত্র প্রদর্শন করিতে হইবে। হালনাগাদ ট্রেড লাইসেন্স, আয়কর সনদ (TIN) নম্বরসহ প্রশিক্ষণের সার্টিফিকেট, ব্যাংক সলভেন্সি সার্টিফিকেট ও বাজার মূল্য হিসাবে ১০% Liquid Asset work capital দেখাইতে হইবে। (492, 899, 923, 923)
cell-num: ২. (492, 792, 513, 802)
dateline-date: WEDNESDAY MAY 29, 2013 (718, 2, 930, 19)
cell-num: ১. (492, 782, 513, 792)
signatory-line: ফোন-৭৪১৩৫৫,ফ্যাক্স-৭৪১৬২২ (812, 1482, 898, 1489)
cell-key: দরপত্র আহবানকারীর নাম, পদবী ও ঠিকানা (513, 923, 668, 933)
cell-security: ৩৫,০০০/- (721, 1107, 784, 1131)
cell-currency: Foreign (721, 374, 759, 403)
cell-sl: 05 (494, 316, 512, 345)
table-row: ৯. দরপত্র সিডিউল বিক্রয়ের সর্বশেষ তারিখ ও স্থান : ২৩/৬/২০১৩খ্রিঃ, পরিচালক (পুলিশ সুপার), ইন্ডাস্ট্রিয়াল পুলিশ-৩, চট্টগ্রাম এর কার্যালয়। (492, 869, 923, 879)
col-letter: (c) (597, 172, 656, 184)
cell-price: ৩০০/- (664, 1155, 721, 1179)
table-row (492, 1083, 923, 1107)
police-info-table (491, 781, 923, 933)
